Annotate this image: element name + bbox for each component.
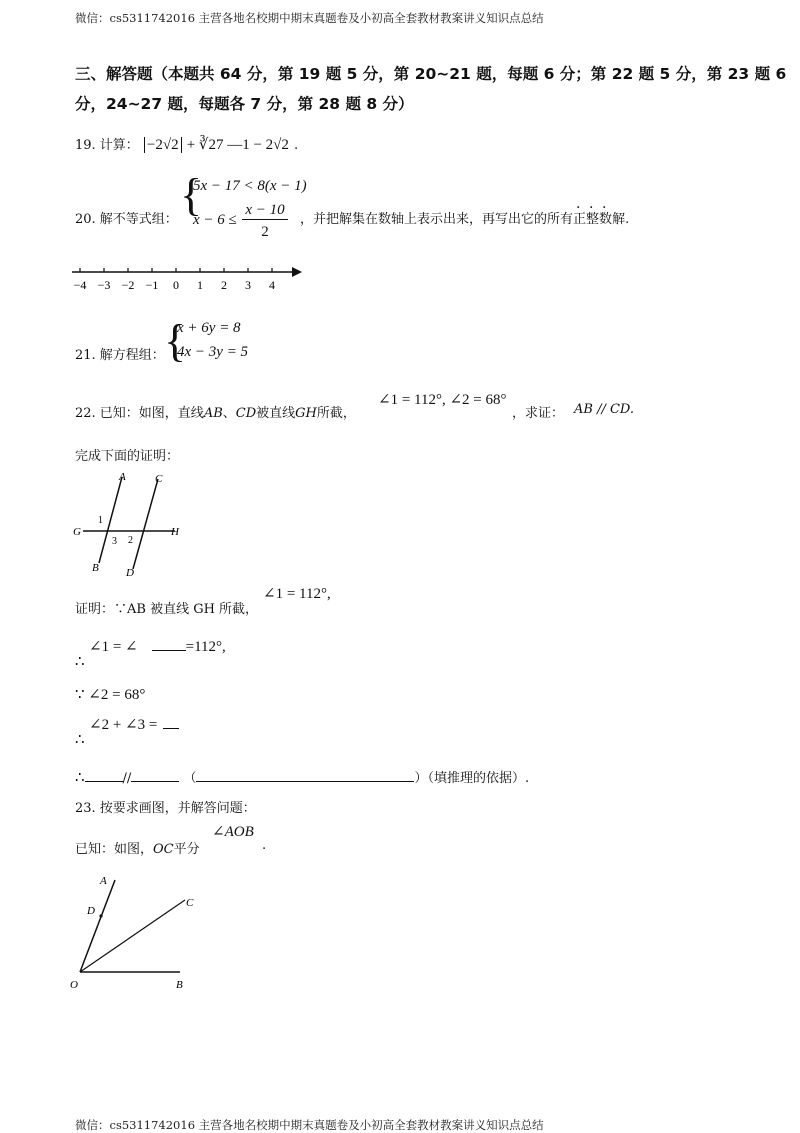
q20-fraction-numerator: x − 10 bbox=[242, 202, 288, 220]
q23-known-b: 平分 bbox=[173, 842, 200, 857]
proof-line-2-a: ∠1 = ∠ bbox=[89, 639, 138, 655]
fig23-label-b: B bbox=[176, 979, 183, 991]
q22-complete-proof: 完成下面的证明： bbox=[75, 449, 180, 464]
q20-inequality-2-left: x − 6 ≤ bbox=[193, 212, 237, 228]
q20-brace: { bbox=[180, 169, 203, 220]
q22-sep: 、 bbox=[222, 406, 236, 421]
proof-line-1: 证明：∵AB 被直线 GH 所截， bbox=[75, 602, 259, 617]
q20-label: 20. 解不等式组： bbox=[75, 212, 178, 227]
fig22-label-a: A bbox=[119, 471, 126, 483]
ray-oa bbox=[80, 880, 115, 972]
q22-prove-label: ，求证： bbox=[512, 406, 565, 421]
number-line-tick-label: −2 bbox=[121, 278, 135, 292]
blank-line-2[interactable] bbox=[131, 767, 179, 782]
q23-known bbox=[75, 838, 200, 857]
proof-line-5-close: ）（填推理的依据）. bbox=[414, 771, 530, 786]
q19-label: 19. 计算： bbox=[75, 138, 139, 153]
proof-line-2-b: =112°, bbox=[185, 639, 226, 655]
proof-line-4-text: ∠2 + ∠3 = bbox=[89, 717, 158, 733]
page-header: 微信：cs5311742016 主营各地名校期中期末真题卷及小初高全套教材教案讲义知识点总结 bbox=[75, 11, 544, 25]
fig23-label-o: O bbox=[70, 979, 78, 991]
q19-rest-expr: + ∛27 —1 − 2√2 bbox=[186, 137, 289, 153]
fig22-label-d: D bbox=[126, 567, 134, 579]
q22-figure bbox=[65, 465, 195, 580]
proof-line-4-therefore: ∴ bbox=[75, 732, 85, 748]
q19-end: . bbox=[294, 138, 299, 153]
ray-oc bbox=[80, 900, 185, 972]
q21-equation-2: 4x − 3y = 5 bbox=[177, 344, 249, 360]
q22-given-angles: ∠1 = 112°, ∠2 = 68° bbox=[378, 392, 507, 408]
fig22-label-2: 2 bbox=[128, 535, 133, 546]
q23-angle-aob: ∠AOB bbox=[212, 824, 254, 840]
proof-line-3-because: ∵ bbox=[75, 687, 85, 703]
q20-dot-char-1: 正 bbox=[573, 212, 587, 227]
section-title-line-2: 分，24~27 题，每题各 7 分，第 28 题 8 分） bbox=[75, 95, 414, 113]
number-line bbox=[60, 258, 320, 298]
fig22-label-3: 3 bbox=[112, 536, 117, 547]
number-line-tick-label: 3 bbox=[245, 278, 251, 292]
q23-oc: OC bbox=[153, 842, 174, 857]
proof-line-3-text: ∠2 = 68° bbox=[88, 687, 146, 703]
q22-gh: GH bbox=[295, 406, 317, 421]
q22-cd: CD bbox=[235, 406, 257, 421]
q23-end: . bbox=[262, 838, 267, 853]
question-19 bbox=[75, 134, 298, 154]
proof-line-1-angle: ∠1 = 112°, bbox=[263, 586, 331, 602]
fig22-label-b: B bbox=[92, 562, 99, 574]
fig22-label-1: 1 bbox=[98, 515, 103, 526]
number-line-tick-label: −3 bbox=[97, 278, 111, 292]
number-line-tick-label: 0 bbox=[173, 278, 179, 292]
q21-equation-1: x + 6y = 8 bbox=[177, 320, 241, 336]
q22-label: 22. 已知：如图，直线 bbox=[75, 406, 204, 421]
q22-goal: AB // CD. bbox=[574, 402, 635, 417]
section-title-line-1: 三、解答题（本题共 64 分，第 19 题 5 分，第 20~21 题，每题 6 分；第 22 题 5 分，第 23 题 6 bbox=[75, 65, 787, 83]
q20-dot-char-3: 数 bbox=[599, 212, 613, 227]
q21-brace: { bbox=[164, 315, 187, 366]
proof-line-2 bbox=[89, 636, 226, 656]
number-line-tick-label: −4 bbox=[73, 278, 87, 292]
fig23-label-a: A bbox=[100, 875, 107, 887]
proof-line-5-open: （ bbox=[183, 771, 197, 786]
q20-suffix-b: 解. bbox=[612, 212, 630, 227]
number-line-arrow-icon bbox=[292, 267, 302, 277]
proof-line-5 bbox=[75, 767, 529, 787]
question-22-text bbox=[75, 402, 356, 421]
proof-line-5-sep: // bbox=[122, 771, 132, 786]
fig22-label-c: C bbox=[155, 473, 163, 485]
q20-instruction bbox=[300, 208, 629, 227]
q20-suffix-a: ，并把解集在数轴上表示出来，再写出它的所有 bbox=[300, 212, 574, 227]
q23-known-a: 已知：如图， bbox=[75, 842, 154, 857]
blank-line-1[interactable] bbox=[85, 767, 123, 782]
number-line-tick-label: 4 bbox=[269, 278, 275, 292]
proof-line-2-therefore: ∴ bbox=[75, 654, 85, 670]
proof-line-4 bbox=[89, 714, 179, 734]
blank-angle-1[interactable] bbox=[152, 636, 186, 651]
q20-dot-char-2: 整 bbox=[586, 212, 600, 227]
q22-cut: 所截， bbox=[316, 406, 356, 421]
q19-abs-expr: −2√2 bbox=[144, 137, 182, 153]
point-d bbox=[99, 914, 102, 917]
fig23-label-c: C bbox=[186, 897, 194, 909]
line-cd bbox=[133, 479, 158, 569]
number-line-tick-label: 1 bbox=[197, 278, 203, 292]
blank-reason[interactable] bbox=[196, 767, 414, 782]
page-footer: 微信：cs5311742016 主营各地名校期中期末真题卷及小初高全套教材教案讲义知识点总结 bbox=[75, 1118, 544, 1132]
q20-fraction-denominator: 2 bbox=[261, 224, 269, 240]
proof-line-3 bbox=[75, 685, 145, 704]
proof-line-5-therefore: ∴ bbox=[75, 770, 85, 786]
number-line-tick-label: 2 bbox=[221, 278, 227, 292]
q20-inequality-1: 5x − 17 < 8(x − 1) bbox=[193, 178, 307, 194]
blank-angle-sum[interactable] bbox=[163, 714, 179, 729]
fig23-label-d: D bbox=[87, 905, 95, 917]
q22-mid: 被直线 bbox=[256, 406, 296, 421]
q21-label: 21. 解方程组： bbox=[75, 348, 165, 363]
fig22-label-h: H bbox=[171, 526, 179, 538]
q22-ab: AB bbox=[203, 406, 223, 421]
q23-label: 23. 按要求画图，并解答问题： bbox=[75, 801, 256, 816]
q23-figure bbox=[65, 868, 215, 993]
number-line-tick-label: −1 bbox=[145, 278, 159, 292]
fig22-label-g: G bbox=[73, 526, 81, 538]
